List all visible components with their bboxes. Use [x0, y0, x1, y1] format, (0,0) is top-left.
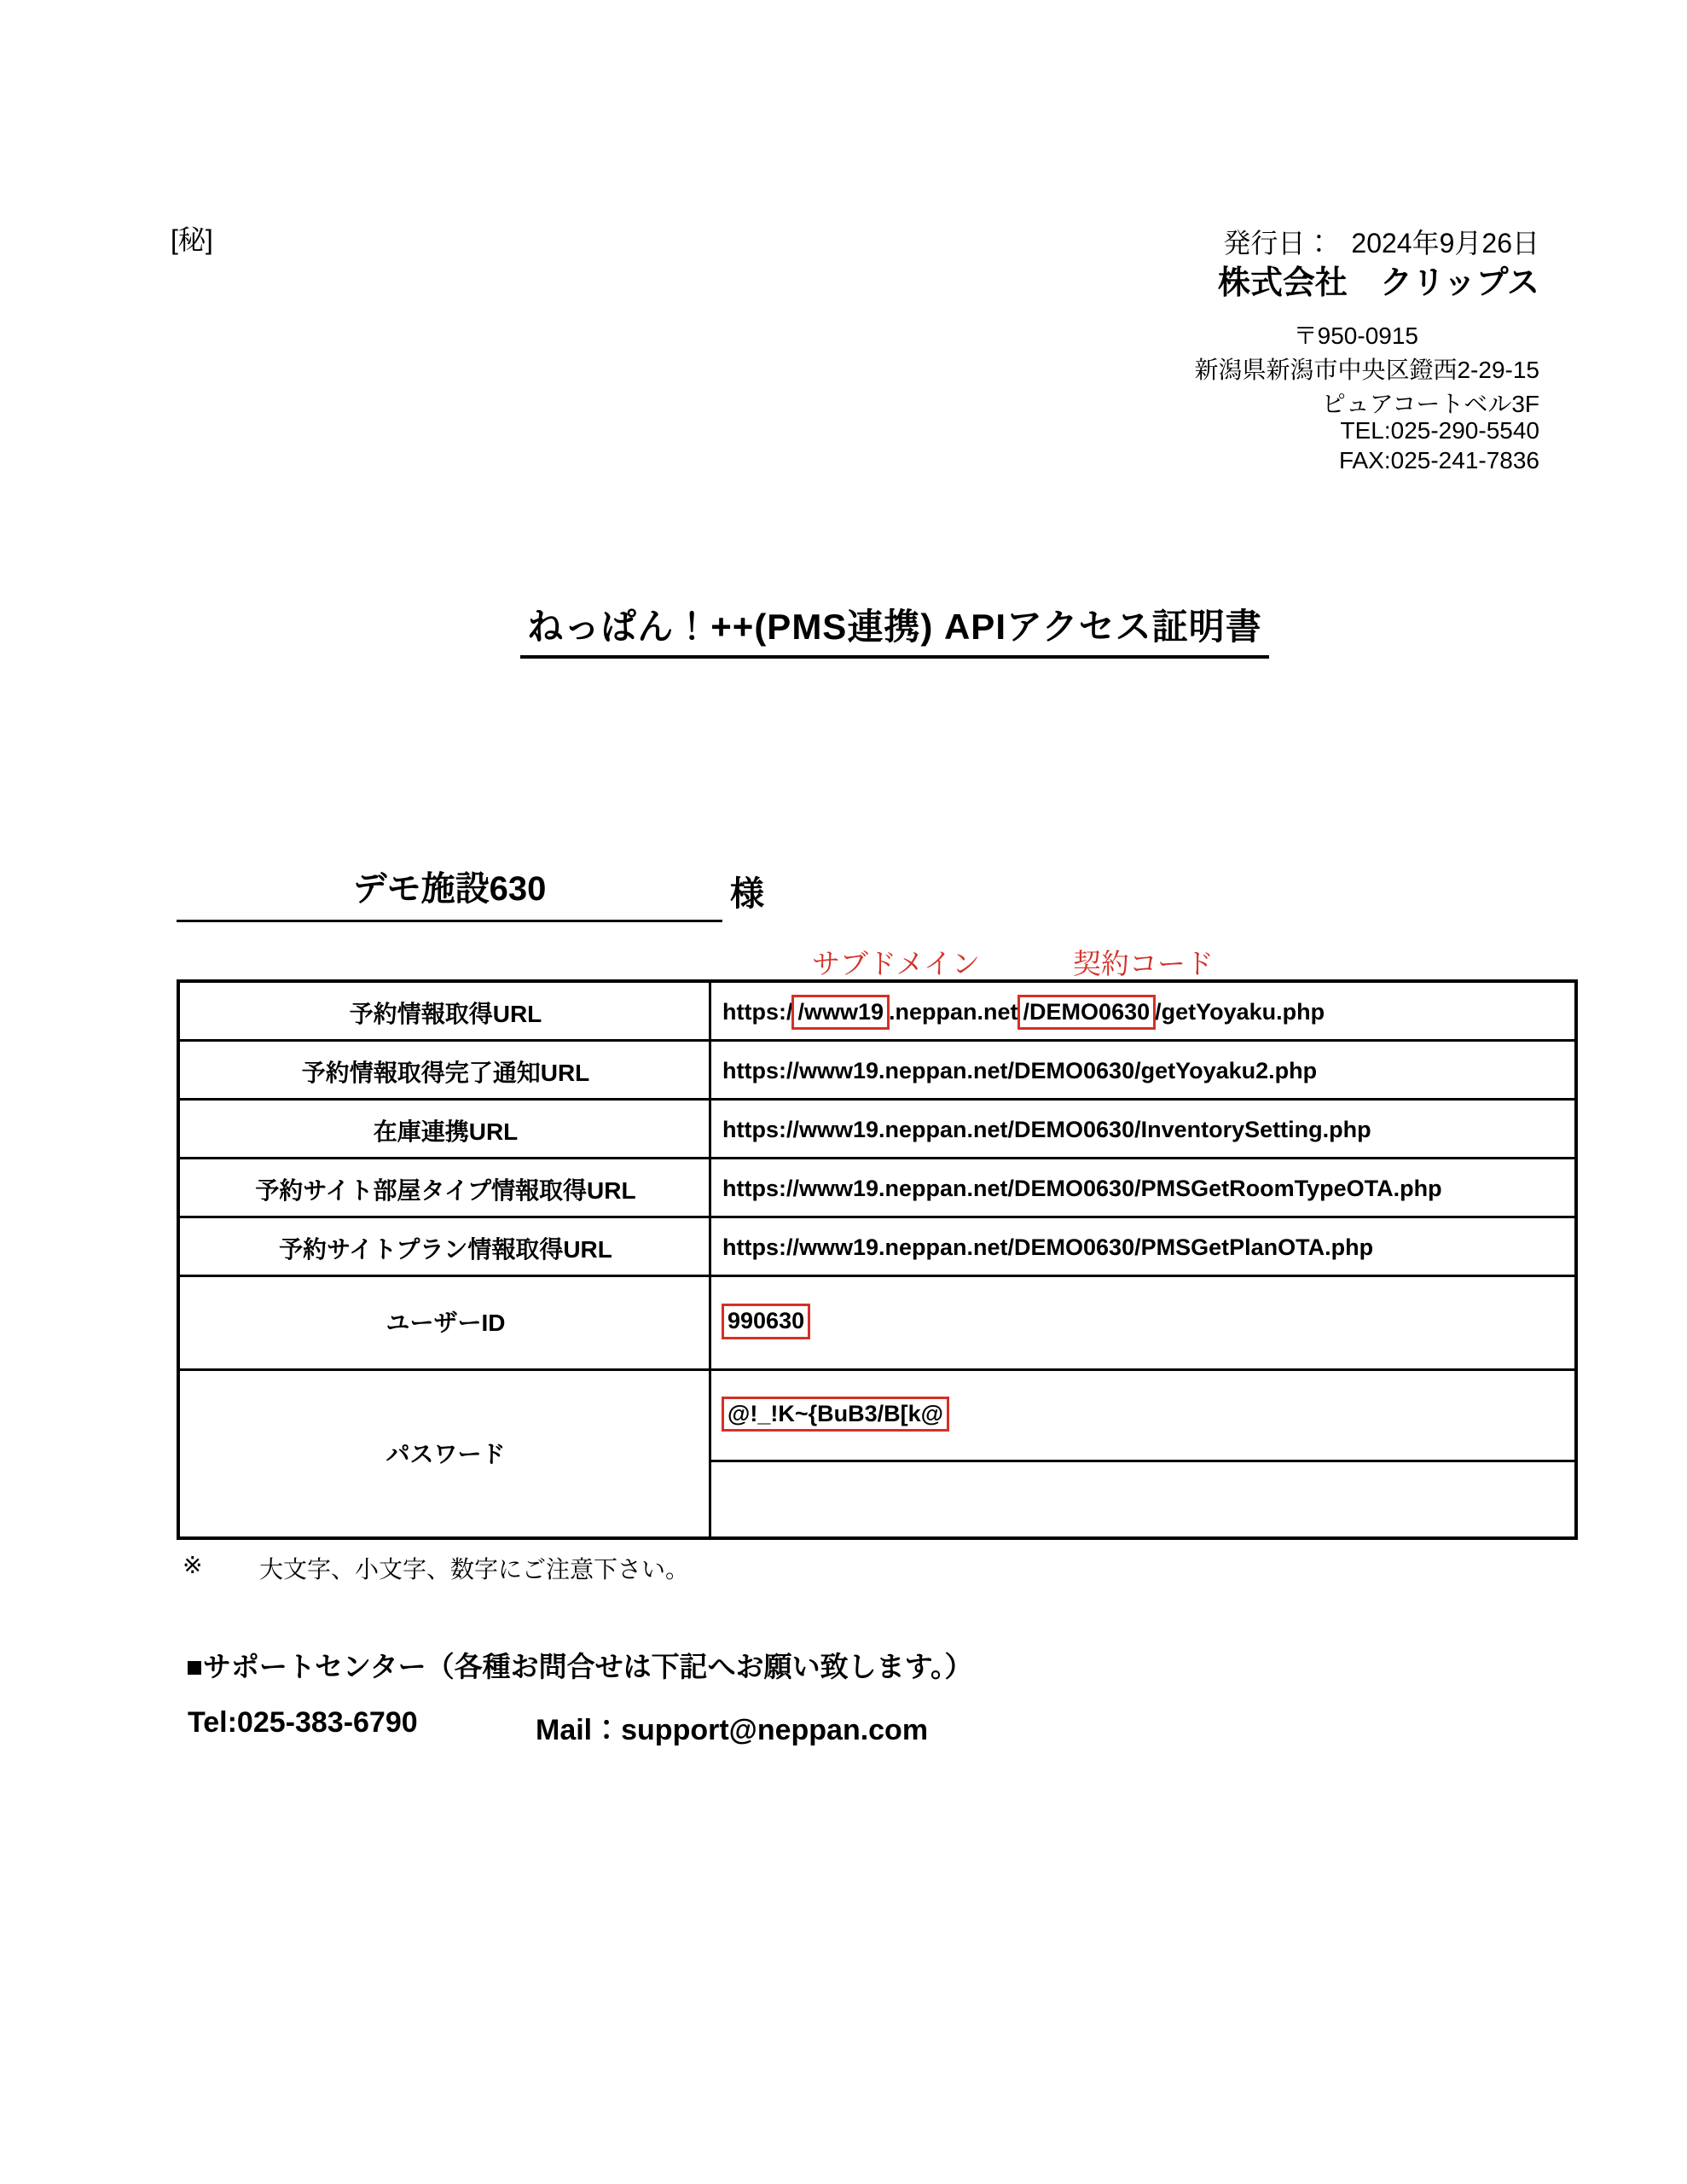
issue-date: 2024年9月26日 — [1351, 228, 1539, 258]
contract-code-label: 契約コード — [1073, 948, 1214, 979]
api-access-table — [177, 979, 1578, 1540]
url-segment: https://www19.neppan.net/DEMO0630/PMSGetRoomTypeOTA.php — [722, 1176, 1442, 1201]
highlight-box: /DEMO0630 — [1017, 995, 1157, 1030]
page-title: ねっぱん！++(PMS連携) APIアクセス証明書 — [520, 599, 1268, 659]
company-name: 株式会社 クリップス — [1218, 265, 1539, 301]
support-mail: Mail：support@neppan.com — [536, 1714, 929, 1746]
support-heading: ■サポートセンター（各種お問合せは下記へお願い致します。） — [186, 1651, 973, 1682]
row-value — [711, 1101, 1574, 1159]
row-value — [711, 1159, 1574, 1218]
highlight-box: @!_!K~{BuB3/B[k@ — [722, 1397, 949, 1432]
confidential-mark: [秘] — [171, 224, 213, 255]
note-marker: ※ — [183, 1552, 203, 1578]
password-value — [711, 1368, 1574, 1460]
recipient-name: デモ施設630 — [177, 863, 722, 922]
url-segment: .neppan.net — [889, 999, 1018, 1025]
row-label: 予約情報取得URL — [349, 1000, 542, 1027]
title-row — [0, 599, 1687, 659]
user-id-label: ユーザーID — [386, 1310, 506, 1336]
subdomain-label: サブドメイン — [812, 948, 981, 979]
url-segment: https://www19.neppan.net/DEMO0630/getYoyaku2.php — [722, 1058, 1318, 1083]
row-value — [711, 1042, 1574, 1101]
row-label: 予約情報取得完了通知URL — [301, 1059, 590, 1086]
issuer-tel: TEL:025-290-5540 — [1340, 417, 1539, 444]
highlight-box: /www19 — [791, 995, 890, 1030]
row-label: 予約サイト部屋タイプ情報取得URL — [255, 1176, 636, 1204]
password-label: パスワード — [386, 1440, 506, 1467]
issuer-address: 新潟県新潟市中央区鐙西2-29-15 — [1194, 357, 1539, 383]
issuer-building: ピュアコートベル3F — [1321, 391, 1539, 417]
row-label: 予約サイトプラン情報取得URL — [279, 1235, 612, 1263]
row-label: 在庫連携URL — [373, 1118, 519, 1145]
row-value — [711, 983, 1574, 1042]
highlight-box: 990630 — [722, 1304, 810, 1339]
user-id-value — [711, 1275, 1574, 1368]
postal-code: 〒950-0915 — [1293, 322, 1418, 349]
url-segment: https:/ — [722, 999, 793, 1025]
password-empty-cell — [711, 1460, 1574, 1536]
url-segment: https://www19.neppan.net/DEMO0630/PMSGetPlanOTA.php — [722, 1234, 1374, 1260]
row-value — [711, 1218, 1574, 1277]
issuer-fax: FAX:025-241-7836 — [1338, 447, 1539, 473]
recipient-honorific: 様 — [730, 875, 764, 913]
support-tel: Tel:025-383-6790 — [188, 1706, 418, 1739]
url-segment: https://www19.neppan.net/DEMO0630/InventorySetting.php — [722, 1117, 1371, 1142]
issue-date-label: 発行日： — [1223, 228, 1333, 258]
note-text: 大文字、小文字、数字にご注意下さい。 — [259, 1556, 690, 1583]
url-segment: /getYoyaku.php — [1155, 999, 1325, 1025]
